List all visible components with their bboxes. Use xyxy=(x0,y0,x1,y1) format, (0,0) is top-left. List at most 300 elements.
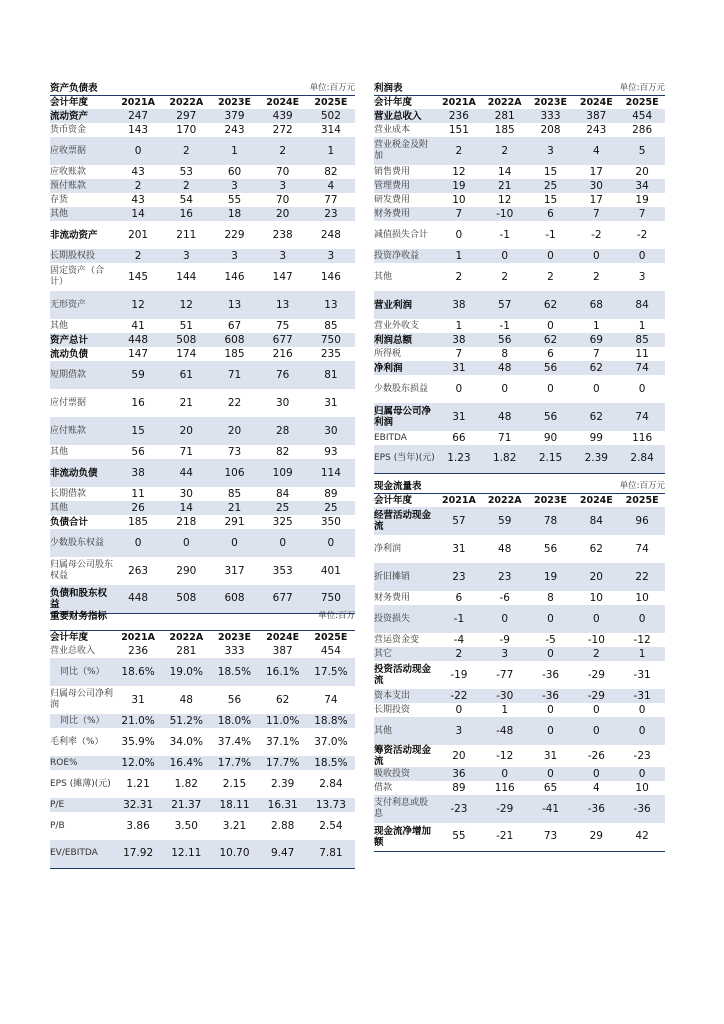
table-row xyxy=(50,193,355,207)
row-value: 0 xyxy=(573,249,619,263)
row-value: 6 xyxy=(547,347,554,360)
row-value: 75 xyxy=(276,319,290,332)
row-label: 流动资产 xyxy=(50,109,114,123)
table-row xyxy=(50,263,355,291)
cash-flow-table xyxy=(374,480,665,852)
row-value: -23 xyxy=(436,795,482,823)
table-row xyxy=(50,501,355,515)
row-value: 15 xyxy=(543,193,558,206)
table-row xyxy=(50,487,355,501)
row-value: 2.88 xyxy=(270,819,295,832)
row-value: 9.47 xyxy=(259,840,307,868)
row-value: 18.5% xyxy=(307,756,355,770)
row-value: 48 xyxy=(482,403,528,431)
row-value: 81 xyxy=(307,361,355,389)
row-value: 70 xyxy=(276,193,290,206)
table-row xyxy=(50,459,355,487)
row-value: 31 xyxy=(452,542,466,555)
row-value: 2 xyxy=(455,270,463,283)
table-row xyxy=(50,165,355,179)
row-value: 12 xyxy=(114,291,162,319)
row-value: 37.4% xyxy=(217,735,252,748)
row-value: 2 xyxy=(114,249,162,263)
row-value: 73 xyxy=(528,823,574,851)
row-value: 43 xyxy=(131,165,145,178)
row-value: 0 xyxy=(638,382,646,395)
row-label: 支付利息或股息 xyxy=(374,795,436,823)
row-value: 333 xyxy=(528,109,574,123)
row-value: 3 xyxy=(259,249,307,263)
row-value: 1 xyxy=(619,647,665,661)
table-row xyxy=(50,728,355,756)
row-value: 3 xyxy=(259,179,307,193)
row-value: 0 xyxy=(455,228,463,241)
row-value: 0 xyxy=(259,529,307,557)
row-value: 350 xyxy=(320,515,341,528)
row-value: 608 xyxy=(210,585,258,613)
row-value: -36 xyxy=(541,668,560,681)
row-value: 143 xyxy=(128,123,149,136)
row-value: 0 xyxy=(455,382,463,395)
table-row xyxy=(374,661,665,689)
row-value: 25 xyxy=(307,501,355,515)
row-label: 筹资活动现金流 xyxy=(374,745,432,767)
row-value: 0 xyxy=(592,382,600,395)
row-value: 109 xyxy=(259,459,307,487)
row-value: 71 xyxy=(179,445,193,458)
table-row xyxy=(374,319,665,333)
row-value: 248 xyxy=(320,228,341,241)
row-value: 59 xyxy=(482,507,528,535)
row-value: 677 xyxy=(259,333,307,347)
row-label: 借款 xyxy=(374,782,393,793)
year-header: 2024E xyxy=(259,95,307,109)
row-value: 67 xyxy=(227,319,242,332)
table-row xyxy=(50,529,355,557)
row-label: 短期借款 xyxy=(50,361,114,389)
row-value: 454 xyxy=(619,109,665,123)
row-value: 147 xyxy=(128,347,149,360)
row-value: 286 xyxy=(632,123,653,136)
row-value: 1.23 xyxy=(436,445,482,473)
row-value: 2.15 xyxy=(222,777,247,790)
table-row xyxy=(50,515,355,529)
table-row xyxy=(50,770,355,798)
table-row xyxy=(50,109,355,123)
row-value: 10 xyxy=(452,193,466,206)
table-row xyxy=(374,689,665,703)
table-row xyxy=(50,123,355,137)
row-value: 11 xyxy=(635,347,649,360)
row-label: 固定资产（合计） xyxy=(50,266,105,287)
row-value: 247 xyxy=(114,109,162,123)
row-value: 502 xyxy=(307,109,355,123)
table-row xyxy=(50,347,355,361)
row-label: 财务费用 xyxy=(374,207,436,221)
row-value: 10 xyxy=(635,781,649,794)
row-value: 60 xyxy=(227,165,242,178)
row-value: 18.6% xyxy=(114,658,162,686)
row-value: 76 xyxy=(259,361,307,389)
row-value: 1.21 xyxy=(126,777,150,790)
table-row xyxy=(374,221,665,249)
row-label: 折旧摊销 xyxy=(374,563,436,591)
row-label: 长期投资 xyxy=(374,704,411,715)
row-label: 净利润 xyxy=(374,543,402,554)
row-value: 16 xyxy=(131,396,145,409)
row-value: 454 xyxy=(320,644,341,657)
header-label: 会计年度 xyxy=(374,95,436,109)
row-value: 0 xyxy=(528,249,574,263)
row-label: 预付账款 xyxy=(50,179,114,193)
row-label: 资本支出 xyxy=(374,689,436,703)
row-value: 114 xyxy=(307,459,355,487)
row-value: -77 xyxy=(496,668,514,681)
table-row xyxy=(374,333,665,347)
row-value: 281 xyxy=(176,644,197,657)
row-label: 非流动资产 xyxy=(50,229,98,241)
row-value: 0 xyxy=(573,717,619,745)
row-label: P/B xyxy=(50,820,65,831)
row-value: -1 xyxy=(436,605,482,633)
row-value: 6 xyxy=(528,207,574,221)
row-value: 56 xyxy=(543,542,558,555)
table-row xyxy=(374,375,665,403)
row-label: 其他 xyxy=(374,271,393,282)
row-value: 2.84 xyxy=(319,777,343,790)
table-row xyxy=(374,249,665,263)
row-value: 750 xyxy=(307,333,355,347)
row-value: -12 xyxy=(633,633,651,646)
row-value: 4 xyxy=(573,137,619,165)
row-value: 0 xyxy=(501,382,509,395)
row-value: 18.5% xyxy=(210,658,258,686)
row-value: 35.9% xyxy=(121,735,155,748)
row-value: 291 xyxy=(224,515,245,528)
row-value: 1 xyxy=(436,249,482,263)
row-value: 74 xyxy=(619,403,665,431)
row-value: 608 xyxy=(210,333,258,347)
row-value: 243 xyxy=(224,123,245,136)
row-value: 19 xyxy=(635,193,649,206)
row-value: 439 xyxy=(259,109,307,123)
table-row xyxy=(374,823,665,851)
year-header: 2022A xyxy=(482,95,528,109)
row-value: -36 xyxy=(528,689,574,703)
row-value: 11.0% xyxy=(259,714,307,728)
income-statement-table xyxy=(374,82,665,474)
row-value: 15 xyxy=(543,165,558,178)
row-value: -22 xyxy=(436,689,482,703)
row-label: 吸收投资 xyxy=(374,767,436,781)
row-value: 116 xyxy=(494,781,515,794)
row-value: 11 xyxy=(131,487,145,500)
row-value: 12.0% xyxy=(114,756,162,770)
row-value: 25 xyxy=(528,179,574,193)
row-value: 20 xyxy=(162,417,210,445)
row-label: 营业总收入 xyxy=(374,109,436,123)
row-label: 归属母公司股东权益 xyxy=(50,560,114,581)
row-value: 37.1% xyxy=(265,735,300,748)
row-value: 59 xyxy=(114,361,162,389)
row-value: 0 xyxy=(482,249,528,263)
row-value: 0 xyxy=(619,717,665,745)
row-value: 750 xyxy=(307,585,355,613)
year-header: 2023E xyxy=(528,95,574,109)
row-value: 272 xyxy=(272,123,293,136)
row-value: 84 xyxy=(619,291,665,319)
row-label: 研发费用 xyxy=(374,194,411,205)
row-value: 0 xyxy=(482,605,528,633)
row-value: 99 xyxy=(589,431,603,444)
row-value: 16.31 xyxy=(259,798,307,812)
year-header: 2022A xyxy=(162,630,210,644)
row-label: 其他 xyxy=(374,717,436,745)
row-value: 448 xyxy=(114,585,162,613)
row-value: 65 xyxy=(543,781,558,794)
table-row xyxy=(374,109,665,123)
row-value: 7 xyxy=(592,347,600,360)
row-value: 29 xyxy=(573,823,619,851)
row-value: 21 xyxy=(210,501,258,515)
unit-label: 单位:百万元 xyxy=(210,82,355,95)
row-value: 18 xyxy=(210,207,258,221)
year-header: 2025E xyxy=(307,95,355,109)
row-value: 216 xyxy=(272,347,293,360)
row-label: 货币资金 xyxy=(50,124,87,135)
row-value: 448 xyxy=(114,333,162,347)
row-value: 89 xyxy=(452,781,466,794)
row-value: 1.82 xyxy=(174,777,198,790)
table-row xyxy=(50,658,355,686)
row-value: 0 xyxy=(528,767,574,781)
row-value: 20 xyxy=(573,563,619,591)
table-row xyxy=(50,557,355,585)
row-label: 应收账款 xyxy=(50,166,87,177)
row-value: 30 xyxy=(573,179,619,193)
table-row xyxy=(374,445,665,473)
row-value: 19 xyxy=(436,179,482,193)
table-row xyxy=(374,263,665,291)
year-header: 2024E xyxy=(573,95,619,109)
row-label: 少数股东损益 xyxy=(374,383,429,394)
row-label: 所得税 xyxy=(374,348,402,359)
row-value: 325 xyxy=(272,515,293,528)
table-row xyxy=(374,179,665,193)
row-value: 229 xyxy=(224,228,245,241)
year-header: 2024E xyxy=(259,630,307,644)
row-value: 25 xyxy=(259,501,307,515)
table-row xyxy=(374,591,665,605)
row-label: EPS (摊薄)(元) xyxy=(50,778,111,789)
row-value: -31 xyxy=(619,689,665,703)
table-row xyxy=(50,291,355,319)
row-value: -1 xyxy=(499,228,510,241)
row-value: 401 xyxy=(320,564,341,577)
row-value: -29 xyxy=(573,689,619,703)
row-value: -1 xyxy=(545,228,556,241)
table-row xyxy=(50,445,355,459)
row-value: -31 xyxy=(633,668,651,681)
row-value: 31 xyxy=(543,749,558,762)
row-value: 174 xyxy=(176,347,197,360)
header-label: 会计年度 xyxy=(50,630,114,644)
row-value: 185 xyxy=(494,123,515,136)
row-value: 3 xyxy=(638,270,646,283)
row-value: 16.1% xyxy=(259,658,307,686)
row-label: 其他 xyxy=(50,320,69,331)
table-row xyxy=(374,633,665,647)
row-value: 0 xyxy=(547,319,554,332)
row-value: 71 xyxy=(210,361,258,389)
row-label: 营业成本 xyxy=(374,124,411,135)
row-value: 317 xyxy=(224,564,245,577)
row-value: 146 xyxy=(224,270,245,283)
row-value: 15 xyxy=(114,417,162,445)
row-value: -1 xyxy=(499,319,510,332)
row-value: 36 xyxy=(436,767,482,781)
row-label: 应付票据 xyxy=(50,397,87,408)
row-value: 85 xyxy=(619,333,665,347)
row-value: 353 xyxy=(272,564,293,577)
row-label: 利润总额 xyxy=(374,333,436,347)
row-label: 无形资产 xyxy=(50,291,114,319)
row-value: -48 xyxy=(482,717,528,745)
year-header: 2021A xyxy=(114,95,162,109)
row-label: 投资活动现金流 xyxy=(374,664,432,686)
row-value: 14 xyxy=(498,165,512,178)
row-value: 62 xyxy=(528,291,574,319)
row-label: 营业总收入 xyxy=(50,645,96,656)
row-value: 51 xyxy=(179,319,193,332)
row-value: 34.0% xyxy=(169,735,203,748)
row-value: 3 xyxy=(482,647,528,661)
row-value: 3.50 xyxy=(174,819,198,832)
table-row xyxy=(374,291,665,319)
row-label: 负债合计 xyxy=(50,516,89,528)
row-label: EPS (当年)(元) xyxy=(374,445,436,473)
unit-label: 单位:百万 xyxy=(210,604,355,630)
row-value: 37.0% xyxy=(314,735,348,748)
row-value: 56 xyxy=(482,333,528,347)
row-value: 38 xyxy=(436,333,482,347)
row-value: 3.86 xyxy=(126,819,150,832)
row-value: 56 xyxy=(528,403,574,431)
row-value: 2 xyxy=(436,647,482,661)
section-title: 资产负债表 xyxy=(50,82,210,95)
row-value: 74 xyxy=(635,542,649,555)
row-value: 84 xyxy=(573,507,619,535)
row-label: 同比（%） xyxy=(50,658,114,686)
table-row xyxy=(374,535,665,563)
row-value: 144 xyxy=(176,270,197,283)
table-row xyxy=(50,179,355,193)
row-value: 2 xyxy=(259,137,307,165)
header-label: 会计年度 xyxy=(50,95,114,109)
row-value: 290 xyxy=(176,564,197,577)
unit-label: 单位:百万元 xyxy=(528,480,665,493)
row-value: 2.15 xyxy=(528,445,574,473)
row-label: 其他 xyxy=(50,501,114,515)
row-value: 62 xyxy=(528,333,574,347)
row-value: 1 xyxy=(638,319,646,332)
row-value: 2 xyxy=(162,137,210,165)
table-row xyxy=(50,714,355,728)
row-value: 62 xyxy=(589,542,603,555)
row-value: 48 xyxy=(498,542,512,555)
row-label: 其他 xyxy=(50,207,114,221)
row-value: 333 xyxy=(224,644,245,657)
row-value: -21 xyxy=(482,823,528,851)
row-value: 387 xyxy=(272,644,293,657)
row-value: -30 xyxy=(482,689,528,703)
table-row xyxy=(50,333,355,347)
row-value: 31 xyxy=(131,693,145,706)
row-value: 93 xyxy=(324,445,338,458)
row-value: 71 xyxy=(498,431,512,444)
row-value: 12 xyxy=(498,193,512,206)
row-value: 170 xyxy=(176,123,197,136)
row-value: 69 xyxy=(573,333,619,347)
row-value: 74 xyxy=(324,693,338,706)
row-value: 43 xyxy=(131,193,145,206)
row-value: -2 xyxy=(591,228,602,241)
row-value: 17.92 xyxy=(114,840,162,868)
row-value: -10 xyxy=(482,207,528,221)
table-row xyxy=(374,605,665,633)
row-value: 13.73 xyxy=(307,798,355,812)
row-value: 78 xyxy=(528,507,574,535)
row-value: 68 xyxy=(573,291,619,319)
row-value: 19 xyxy=(528,563,574,591)
row-value: 23 xyxy=(307,207,355,221)
row-value: 17.7% xyxy=(210,756,258,770)
row-value: 0 xyxy=(619,767,665,781)
row-value: 51.2% xyxy=(162,714,210,728)
year-header: 2021A xyxy=(436,95,482,109)
row-value: 2.39 xyxy=(270,777,295,790)
row-value: 0 xyxy=(619,249,665,263)
table-row xyxy=(374,403,665,431)
row-value: 201 xyxy=(128,228,149,241)
row-value: 13 xyxy=(259,291,307,319)
row-label: 财务费用 xyxy=(374,592,411,603)
row-value: -29 xyxy=(482,795,528,823)
table-row xyxy=(50,686,355,714)
year-header: 2023E xyxy=(210,95,258,109)
table-row xyxy=(50,137,355,165)
row-value: 44 xyxy=(162,459,210,487)
row-label: 流动负债 xyxy=(50,348,89,360)
table-row xyxy=(374,193,665,207)
row-value: 41 xyxy=(131,319,145,332)
table-row xyxy=(374,745,665,767)
table-row xyxy=(374,717,665,745)
row-value: 0 xyxy=(528,605,574,633)
row-label: 资产总计 xyxy=(50,333,114,347)
row-value: 0 xyxy=(547,382,554,395)
row-value: 84 xyxy=(276,487,290,500)
row-value: 26 xyxy=(114,501,162,515)
row-label: 长期借款 xyxy=(50,488,87,499)
row-value: 62 xyxy=(275,693,290,706)
row-value: 7 xyxy=(455,347,463,360)
row-value: 151 xyxy=(448,123,469,136)
row-value: 96 xyxy=(619,507,665,535)
row-value: -10 xyxy=(587,633,605,646)
year-header: 2022A xyxy=(482,493,528,507)
row-value: 185 xyxy=(128,515,149,528)
